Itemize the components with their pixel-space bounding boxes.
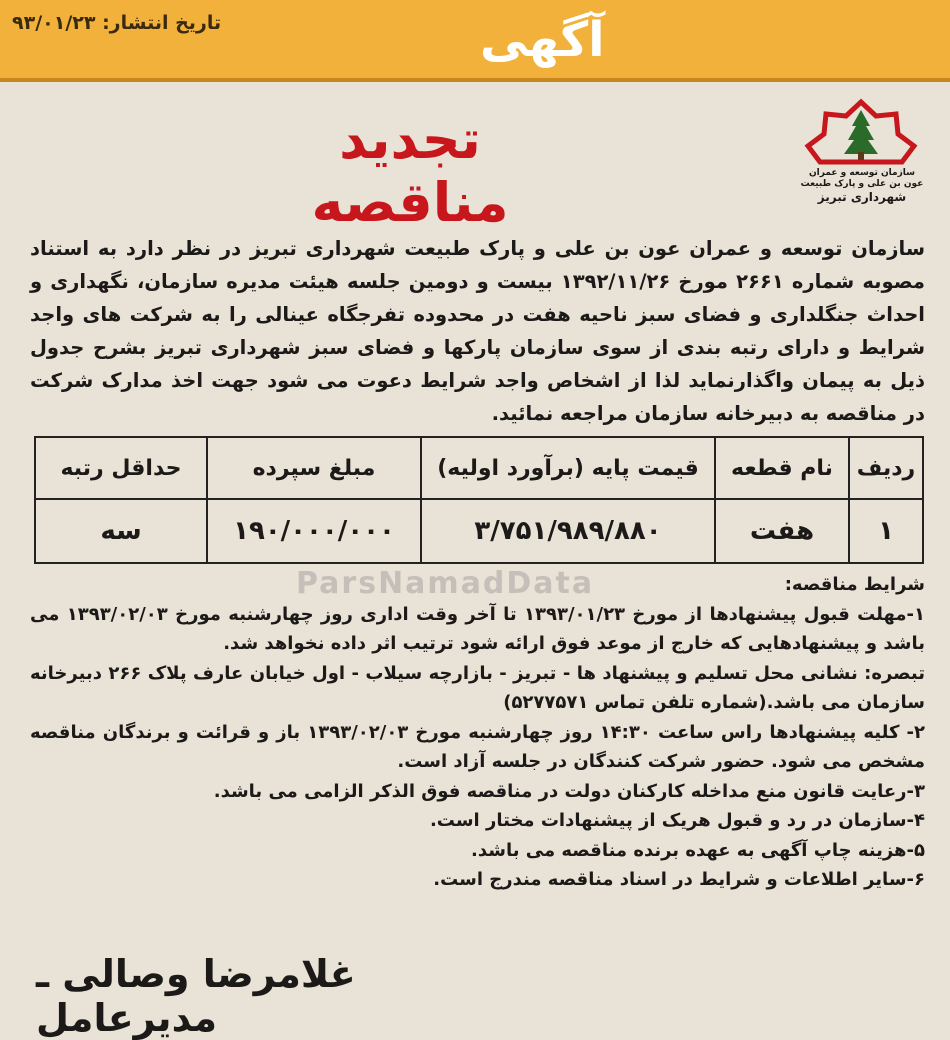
- condition-item: ۳-رعایت قانون منع مداخله کارکنان دولت در مناقصه فوق الذکر الزامی می باشد.: [213, 780, 925, 802]
- intro-paragraph: سازمان توسعه و عمران عون بن علی و پارک طبیعت شهرداری تبریز در نظر دارد به استناد مصوبه شماره ۲۶۶۱ مورخ ۱۳۹۲/۱۱/۲۶ بیست و دومین جلسه هیئت مدیره سازمان، نگهداری و احداث جنگلداری و فضای سبز ناحیه هفت در محدوده تفرجگاه عینالی را به شرکت های واجد شرایط و دارای رتبه بندی از سوی سازمان پارکها و فضای سبز شهرداری تبریز بشرح جدول ذیل به پیمان واگذارنماید لذا از اشخاص واجد شرایط دعوت می شود جهت اخذ مدارک شرکت در مناقصه به دبیرخانه سازمان مراجعه نمائید.: [30, 237, 925, 425]
- header-lot-name: نام قطعه: [715, 437, 849, 499]
- condition-note: تبصره: نشانی محل تسلیم و پیشنهاد ها - تبریز - بازارچه سیلاب - اول خیابان عارف پلاک ۲۶۶ دبیرخانه سازمان می باشد.(شماره تلفن تماس ۵۲۷۷۵۷۱): [30, 662, 925, 713]
- header-deposit: مبلغ سپرده: [207, 437, 421, 499]
- logo-caption-line3: شهرداری تبریز: [817, 190, 907, 204]
- header-min-rank: حداقل رتبه: [35, 437, 207, 499]
- conditions-title: شرایط مناقصه:: [784, 574, 925, 595]
- table-header-row: [35, 437, 923, 499]
- signature: غلامرضا وصالی ـ مدیرعامل: [36, 952, 356, 1040]
- condition-item: ۶-سایر اطلاعات و شرایط در اسناد مناقصه مندرج است.: [433, 869, 925, 890]
- condition-item: ۲- کلیه پیشنهادها راس ساعت ۱۴:۳۰ روز چهارشنبه مورخ ۱۳۹۳/۰۲/۰۳ باز و قرائت و برندگان مناقصه مشخص می شود. حضور شرکت کنندگان در جلسه آزاد است.: [30, 721, 925, 772]
- logo-caption: [792, 168, 932, 205]
- condition-item: ۱-مهلت قبول پیشنهادها از مورخ ۱۳۹۳/۰۱/۲۳ تا آخر وقت اداری روز چهارشنبه مورخ ۱۳۹۳/۰۲/۰۳ می باشد و پیشنهادهایی که خارج از موعد فوق ارائه شود ترتیب اثر داده نخواهد شد.: [30, 603, 925, 654]
- cell-row-number: ۱: [849, 499, 923, 563]
- header-base-price: قیمت پایه (برآورد اولیه): [421, 437, 715, 499]
- cell-base-price: ۳/۷۵۱/۹۸۹/۸۸۰: [421, 499, 715, 563]
- banner-divider: [0, 78, 950, 82]
- cell-lot-name: هفت: [715, 499, 849, 563]
- conditions-section: [30, 570, 925, 895]
- header-banner: [0, 0, 950, 78]
- header-row-number: ردیف: [849, 437, 923, 499]
- publish-date: تاریخ انتشار: ۹۳/۰۱/۲۳: [12, 12, 222, 34]
- cell-deposit: ۱۹۰/۰۰۰/۰۰۰: [207, 499, 421, 563]
- logo-caption-line2: عون بن علی و پارک طبیعت: [800, 179, 924, 189]
- watermark: ParsNamadData: [296, 566, 595, 601]
- condition-item: ۵-هزینه چاپ آگهی به عهده برنده مناقصه می باشد.: [471, 839, 925, 861]
- notice-title: تجدید مناقصه: [311, 108, 509, 234]
- notice-label: آگهی: [480, 12, 605, 68]
- tender-table: [34, 436, 924, 564]
- condition-item: ۴-سازمان در رد و قبول هریک از پیشنهادات مختار است.: [429, 810, 925, 831]
- table-row: [35, 499, 923, 563]
- logo-caption-line1: سازمان توسعه و عمران: [809, 168, 915, 178]
- cell-min-rank: سه: [35, 499, 207, 563]
